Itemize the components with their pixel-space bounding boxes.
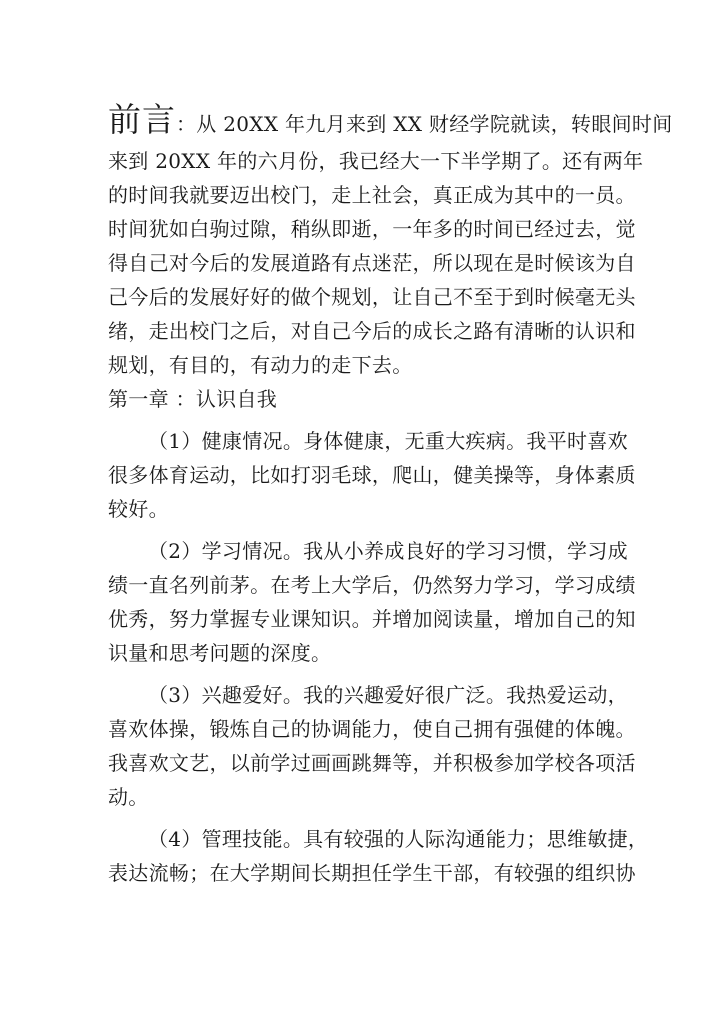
section-line: （2）学习情况。我从小养成良好的学习习惯，学习成 (148, 539, 628, 563)
spacer (108, 526, 616, 534)
preface-line: 绪，走出校门之后，对自己今后的成长之路有清晰的认识和 (108, 319, 636, 343)
preface-line: 的时间我就要迈出校门，走上社会，真正成为其中的一员。 (108, 183, 636, 207)
preface-line: 来到 20XX 年的六月份，我已经大一下半学期了。还有两年 (108, 149, 644, 173)
section-line: 很多体育运动，比如打羽毛球，爬山，健美操等，身体素质 (108, 463, 636, 487)
chapter-title: 第一章 ：认识自我 (108, 387, 278, 411)
section-line: 识量和思考问题的深度。 (108, 641, 332, 665)
section-line: 表达流畅；在大学期间长期担任学生干部，有较强的组织协 (108, 861, 636, 885)
preface-line (108, 96, 673, 144)
section-management (108, 822, 649, 890)
section-line: 我喜欢文艺，以前学过画画跳舞等，并积极参加学校各项活 (108, 751, 636, 775)
section-hobbies (108, 678, 636, 814)
section-study (108, 534, 636, 670)
preface-line: 时间犹如白驹过隙，稍纵即逝，一年多的时间已经过去，觉 (108, 217, 636, 241)
spacer (108, 416, 616, 424)
preface-line: 规划，有目的，有动力的走下去。 (108, 353, 413, 377)
section-line: 较好。 (108, 497, 169, 521)
section-line: （3）兴趣爱好。我的兴趣爱好很广泛。我热爱运动， (148, 683, 628, 707)
document-body (108, 96, 673, 890)
section-line: （1）健康情况。身体健康，无重大疾病。我平时喜欢 (148, 429, 628, 453)
section-line: 喜欢体操，锻炼自己的协调能力，使自己拥有强健的体魄。 (108, 717, 636, 741)
section-line: 动。 (108, 785, 149, 809)
section-health (108, 424, 636, 526)
section-line: 绩一直名列前茅。在考上大学后，仍然努力学习，学习成绩 (108, 573, 636, 597)
preface-line-text: ：从 20XX 年九月来到 XX 财经学院就读，转眼间时间 (176, 112, 673, 136)
preface-line: 得自己对今后的发展道路有点迷茫，所以现在是时候该为自 (108, 251, 636, 275)
spacer (108, 814, 616, 822)
preface-label: 前言 (108, 100, 176, 139)
section-line: （4）管理技能。具有较强的人际沟通能力；思维敏捷， (148, 827, 649, 851)
section-line: 优秀，努力掌握专业课知识。并增加阅读量，增加自己的知 (108, 607, 636, 631)
preface-line: 己今后的发展好好的做个规划，让自己不至于到时候毫无头 (108, 285, 636, 309)
spacer (108, 670, 616, 678)
preface-paragraph (108, 96, 673, 382)
